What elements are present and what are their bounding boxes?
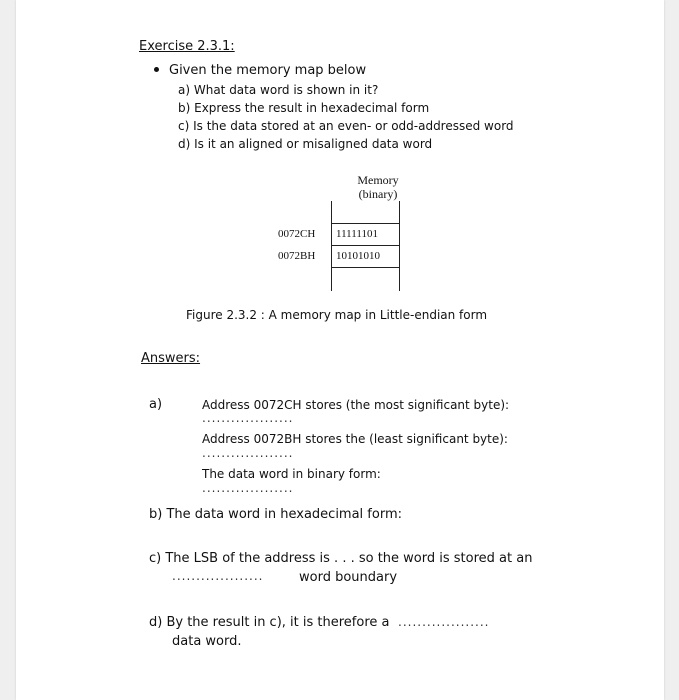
answer-a-label: a) [149,397,163,412]
memory-address: 0072CH [278,228,316,240]
figure-caption: Figure 2.3.2 : A memory map in Little-endian form [186,308,488,322]
memory-value: 10101010 [336,250,380,262]
question-b: b) Express the result in hexadecimal form [178,101,430,115]
answer-b: b) The data word in hexadecimal form: [149,507,402,522]
answer-d-line2: data word. [172,634,242,649]
answer-blank: ................... [202,481,294,495]
memory-row-divider [331,223,400,224]
exercise-title: Exercise 2.3.1: [139,39,235,54]
memory-value: 11111101 [336,228,378,240]
answer-a-line2: Address 0072BH stores the (least significant byte): [202,432,508,446]
memory-row-divider [331,245,400,246]
bullet-item [154,63,366,78]
memory-address: 0072BH [278,250,316,262]
bullet-text: Given the memory map below [169,63,367,78]
document-page [16,0,664,700]
answer-blank: ................... [172,569,264,583]
memory-left-border [331,201,332,291]
question-d: d) Is it an aligned or misaligned data word [178,137,433,151]
answer-blank: ................... [202,411,294,425]
answers-heading: Answers: [141,351,201,366]
answer-blank: ................... [398,615,490,629]
memory-header-line1: Memory [357,173,399,187]
answer-a-line3: The data word in binary form: [202,467,381,481]
bullet-icon [154,67,159,72]
answer-d-line1: d) By the result in c), it is therefore a [149,615,390,630]
answer-c-line1: c) The LSB of the address is . . . so the word is stored at an [149,551,533,566]
memory-header-line2: (binary) [358,187,398,201]
memory-row-divider [331,267,400,268]
question-c: c) Is the data stored at an even- or odd-addressed word [178,119,514,133]
question-a: a) What data word is shown in it? [178,83,379,97]
memory-right-border [399,201,400,291]
answer-a-line1: Address 0072CH stores (the most significant byte): [202,398,510,412]
answer-blank: ................... [202,446,294,460]
memory-header [346,173,410,201]
answer-c-line2: word boundary [299,570,398,585]
